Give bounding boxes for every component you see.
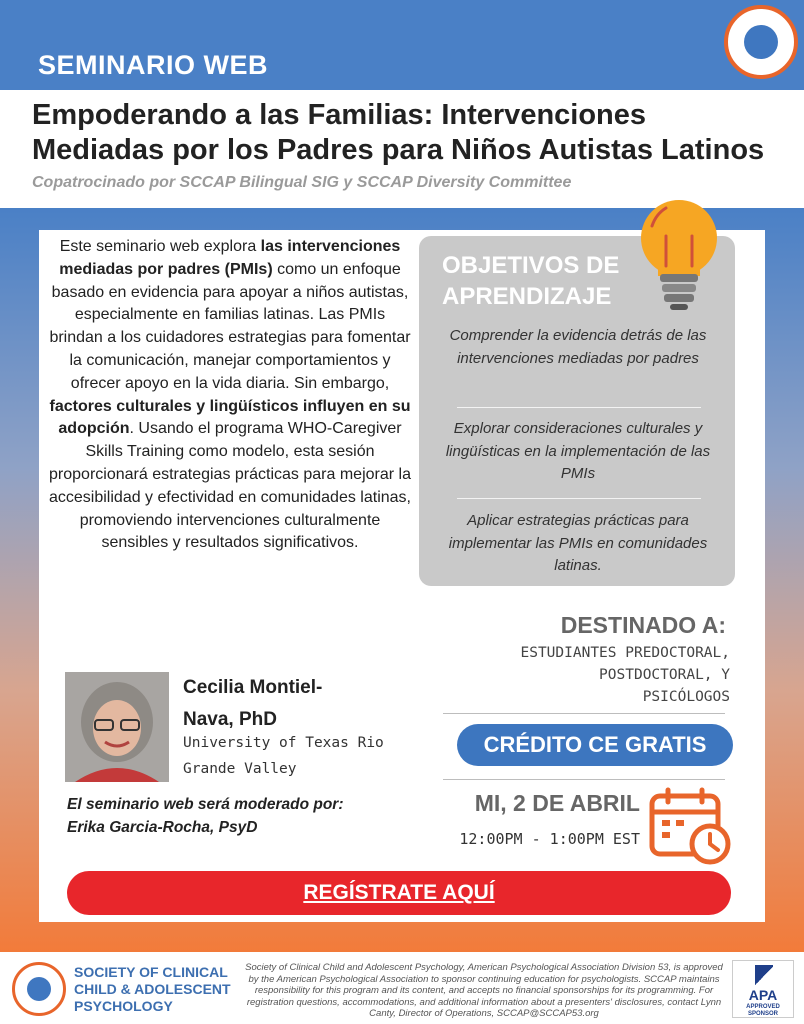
footer-org-line-1: SOCIETY OF CLINICAL — [74, 964, 228, 980]
objective-item-3: Aplicar estrategias prácticas para implementar las PMIs en comunidades latinas. — [448, 512, 708, 574]
intro-paragraph — [48, 236, 412, 555]
lightbulb-icon — [638, 196, 720, 316]
apa-sublabel: APPROVED SPONSOR — [746, 1004, 780, 1017]
speaker-affiliation-line-1: University of Texas Rio — [183, 735, 384, 751]
apa-mark-icon — [755, 965, 773, 987]
seminar-label: SEMINARIO WEB — [38, 50, 269, 80]
footer-logo — [12, 962, 66, 1016]
audience-text — [436, 642, 730, 708]
intro-text-2: como un enfoque basado en evidencia para apoyar a niños autistas, especialmente en familias latinas. Las PMIs brindan a los cuidadores estrategias para fomentar la comunicación, manejar comportamientos y ofrecer apoyo en la vida diaria. Sin embargo, — [49, 260, 411, 392]
objective-item-1: Comprender la evidencia detrás de las intervenciones mediadas por padres — [449, 327, 707, 367]
apa-label: APA — [748, 987, 778, 1003]
footer-org-line-3: PSYCHOLOGY — [74, 998, 173, 1014]
speaker-photo — [65, 672, 169, 782]
divider-ce — [443, 779, 725, 780]
speaker-name-line-2: Nava, PhD — [183, 709, 277, 730]
audience-line-1: ESTUDIANTES PREDOCTORAL, — [520, 645, 730, 661]
title-line-1: Empoderando a las Familias: Intervenciones — [32, 99, 647, 131]
objective-item-2: Explorar consideraciones culturales y lingüísticas en la implementación de las PMIs — [445, 420, 711, 482]
speaker-affiliation-line-2: Grande Valley — [183, 761, 297, 777]
speaker-portrait — [65, 672, 169, 782]
moderator-line-1: El seminario web será moderado por: — [67, 796, 344, 813]
moderator-text — [67, 794, 427, 839]
ce-credit-badge: CRÉDITO CE GRATIS — [457, 724, 733, 766]
intro-text-1: Este seminario web explora — [59, 238, 261, 255]
footer-org-name — [74, 964, 238, 1015]
moderator-line-2: Erika Garcia-Rocha, PsyD — [67, 818, 258, 836]
logo-head-icon — [744, 25, 778, 59]
intro-text-3: . Usando el programa WHO-Caregiver Skills Training como modelo, esta sesión proporcionará estrategias prácticas para mejorar la accesibilidad y efectividad en comunidades latinas, promoviendo intervenciones culturalmente sensibles y resultados significativos. — [49, 420, 411, 552]
audience-line-2: POSTDOCTORAL, Y — [599, 667, 730, 683]
science-into-practice-logo — [724, 5, 798, 79]
page-title — [32, 98, 792, 168]
event-date: MI, 2 DE ABRIL — [474, 790, 640, 816]
cosponsor-text: Copatrocinado por SCCAP Bilingual SIG y SCCAP Diversity Committee — [32, 174, 572, 191]
intro-bold-2: factores culturales y lingüísticos influyen en su adopción — [49, 397, 411, 438]
title-line-2: Mediadas por los Padres para Niños Autistas Latinos — [32, 134, 765, 166]
speaker-affiliation — [183, 730, 403, 782]
footer-org-line-2: CHILD & ADOLESCENT — [74, 981, 231, 997]
speaker-name-line-1: Cecilia Montiel- — [183, 677, 323, 698]
register-button[interactable]: REGÍSTRATE AQUÍ — [67, 871, 731, 915]
footer-logo-head-icon — [27, 977, 51, 1001]
intro-bold-1: las intervenciones mediadas por padres (PMIs) — [59, 238, 401, 278]
speaker-name — [183, 672, 383, 736]
audience-line-3: PSICÓLOGOS — [642, 689, 730, 705]
footer-disclaimer: Society of Clinical Child and Adolescent Psychology, American Psychological Association Division 53, is approved by the American Psychological Association to sponsor continuing education for psychologists. SCCAP maintains responsibility for this program and its content, and accepts no financial sponsorships for its programming. For registration questions, accommodations, and additional information about a presenters' disclosures, contact Lynn Canty, Director of Operations, SCCAP@SCCAP53.org — [245, 962, 723, 1020]
objectives-title-line-1: OBJETIVOS DE — [442, 252, 620, 279]
objectives-title-line-2: APRENDIZAJE — [442, 283, 612, 310]
event-time: 12:00PM - 1:00PM EST — [459, 830, 640, 848]
objective-divider-1 — [457, 407, 701, 408]
apa-approved-sponsor-badge — [732, 960, 794, 1018]
objective-divider-2 — [457, 498, 701, 499]
divider-audience — [443, 713, 725, 714]
audience-title: DESTINADO A: — [560, 612, 726, 638]
objectives-title — [442, 250, 662, 312]
calendar-clock-icon — [648, 786, 732, 866]
